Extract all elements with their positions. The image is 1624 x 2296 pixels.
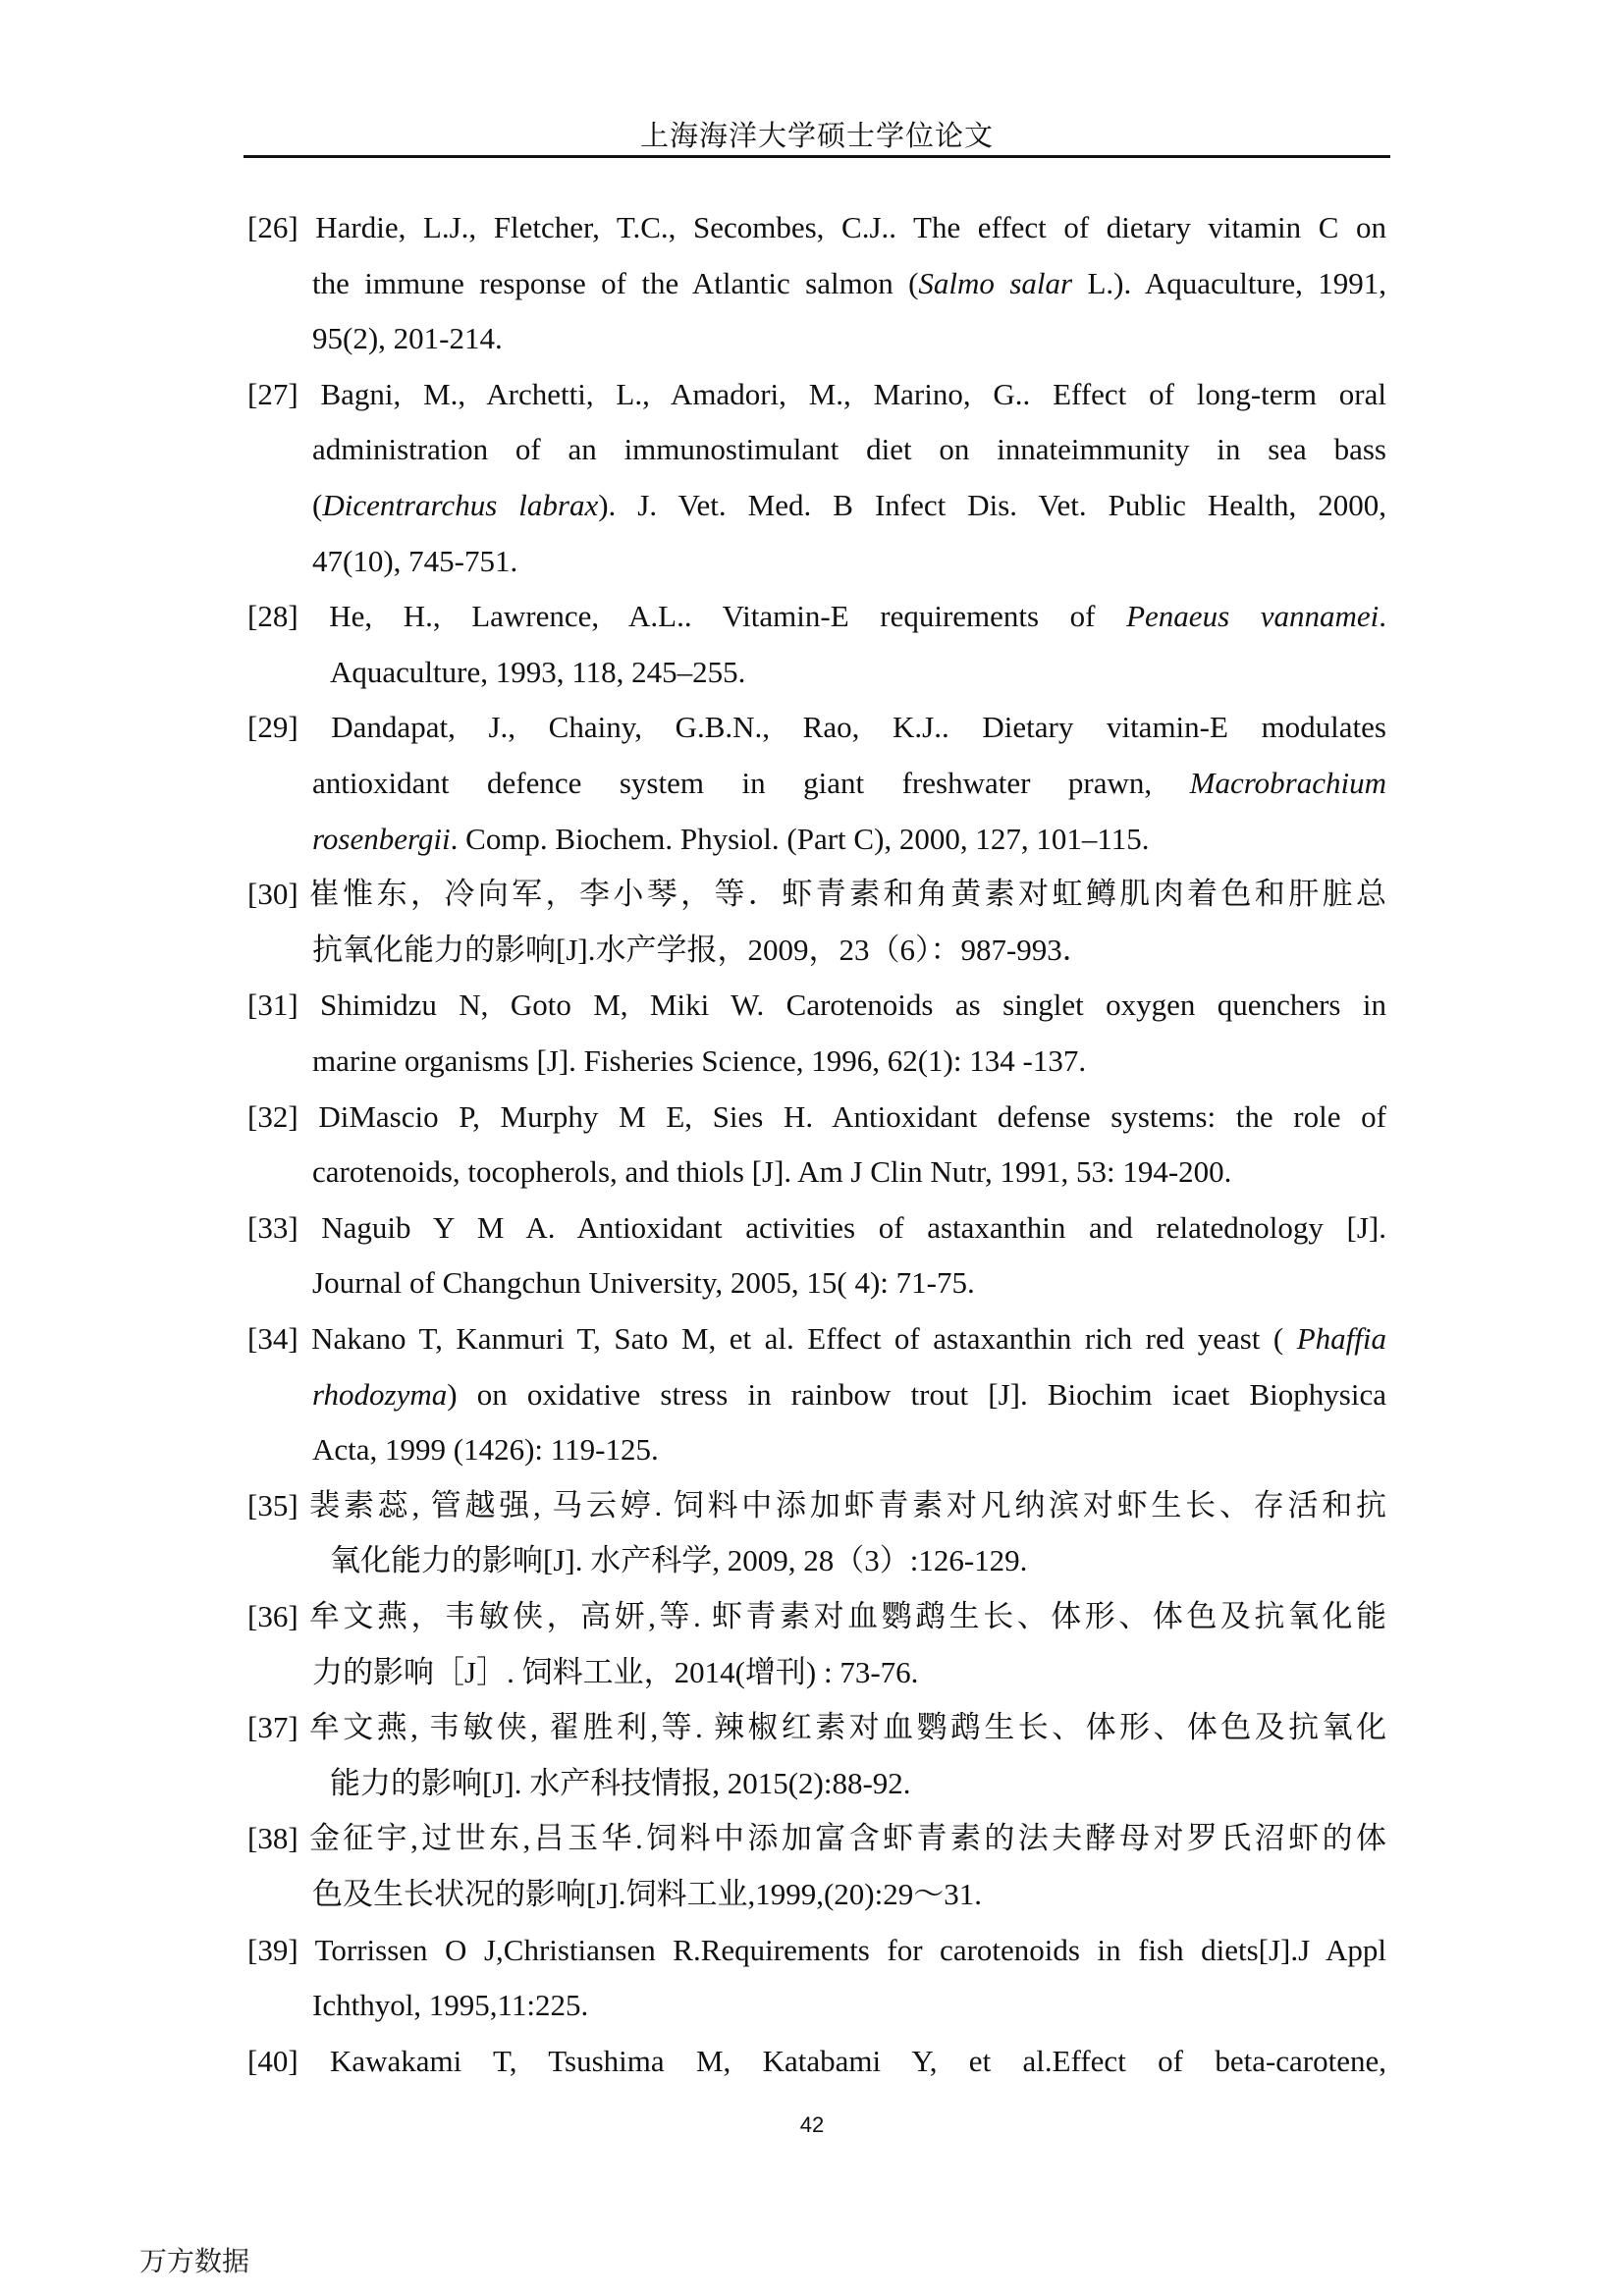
reference-text: [37] 牟文燕, 韦敏侠, 翟胜利,等. 辣椒红素对血鹦鹉生长、体形、体色及抗氧化: [247, 1710, 1386, 1745]
reference-text: [29] Dandapat, J., Chainy, G.B.N., Rao, K.J.. Dietary vitamin-E modulates: [247, 710, 1386, 745]
reference-text: [32] DiMascio P, Murphy M E, Sies H. Antioxidant defense systems: the role of: [247, 1098, 1386, 1134]
reference-text: marine organisms [J]. Fisheries Science, 1996, 62(1): 134 -137.: [312, 1043, 1087, 1078]
species-name-italic: Macrobrachium: [1189, 766, 1386, 800]
reference-text: 能力的影响[J]. 水产科技情报, 2015(2):88-92.: [330, 1765, 911, 1800]
reference-text: . Comp. Biochem. Physiol. (Part C), 2000, 127, 101–115.: [450, 821, 1150, 856]
reference-text: 抗氧化能力的影响[J].水产学报，2009，23（6）：987-993．: [312, 932, 1093, 967]
reference-line: [247, 367, 1386, 422]
reference-line: [330, 645, 1386, 700]
reference-line: [247, 2034, 1386, 2089]
reference-line: [247, 700, 1386, 755]
reference-text: (: [312, 488, 323, 522]
reference-line: [312, 812, 1386, 867]
reference-line: [247, 1589, 1386, 1644]
reference-text: [30] 崔惟东，冷向军，李小琴，等．虾青素和角黄素对虹鳟肌肉着色和肝脏总: [247, 877, 1386, 912]
reference-line: [312, 1034, 1386, 1089]
reference-line: [312, 1645, 1386, 1700]
reference-text: 氧化能力的影响[J]. 水产科学, 2009, 28（3）:126-129.: [330, 1543, 1028, 1578]
reference-line: [312, 923, 1386, 978]
reference-text: Acta, 1999 (1426): 119-125.: [312, 1432, 659, 1468]
reference-text: ). J. Vet. Med. B Infect Dis. Vet. Public Health, 2000,: [598, 488, 1386, 522]
reference-text: [35] 裴素蕊, 管越强, 马云婷. 饲料中添加虾青素对凡纳滨对虾生长、存活和抗: [247, 1487, 1386, 1522]
reference-line: [330, 1756, 1386, 1811]
reference-line: [247, 1923, 1386, 1978]
species-name-italic: Dicentrarchus labrax: [322, 488, 599, 522]
reference-text: carotenoids, tocopherols, and thiols [J]. Am J Clin Nutr, 1991, 53: 194-200.: [312, 1154, 1232, 1190]
reference-line: [330, 1533, 1386, 1588]
reference-line: [312, 756, 1386, 811]
header-rule: [244, 155, 1390, 158]
reference-text: [36] 牟文燕，韦敏侠，高妍,等. 虾青素对血鹦鹉生长、体形、体色及抗氧化能: [247, 1599, 1386, 1633]
reference-text: L.). Aquaculture, 1991,: [1072, 265, 1387, 300]
reference-text: 力的影响［J］. 饲料工业，2014(增刊) : 73-76.: [312, 1654, 919, 1689]
reference-text: [40] Kawakami T, Tsushima M, Katabami Y, et al.Effect of beta-carotene,: [247, 2043, 1386, 2078]
reference-text: [38] 金征宇,过世东,吕玉华.饲料中添加富含虾青素的法夫酵母对罗氏沼虾的体: [247, 1821, 1386, 1856]
reference-text: [33] Naguib Y M A. Antioxidant activities of astaxanthin and relatednology [J].: [247, 1209, 1386, 1245]
reference-text: [27] Bagni, M., Archetti, L., Amadori, M., Marino, G.. Effect of long-term oral: [247, 376, 1386, 411]
reference-line: [312, 1867, 1386, 1922]
reference-text: 47(10), 745-751.: [312, 543, 518, 578]
reference-text: [28] He, H., Lawrence, A.L.. Vitamin-E requirements of: [247, 599, 1127, 634]
reference-line: [312, 534, 1386, 589]
reference-text: [31] Shimidzu N, Goto M, Miki W. Carotenoids as singlet oxygen quenchers in: [247, 988, 1386, 1023]
reference-line: [312, 1145, 1386, 1200]
reference-text: [39] Torrissen O J,Christiansen R.Requirements for carotenoids in fish diets[J].J Appl: [247, 1932, 1386, 1967]
reference-text: [26] Hardie, L.J., Fletcher, T.C., Secombes, C.J.. The effect of dietary vitamin C on: [247, 210, 1386, 244]
reference-line: [312, 1367, 1386, 1422]
reference-line: [247, 978, 1386, 1033]
reference-line: [247, 1090, 1386, 1145]
reference-text: [34] Nakano T, Kanmuri T, Sato M, et al. Effect of astaxanthin rich red yeast (: [247, 1321, 1297, 1356]
running-header-title: 上海海洋大学硕士学位论文: [639, 121, 994, 152]
reference-line: [247, 1811, 1386, 1866]
reference-line: [247, 1700, 1386, 1755]
page-number: 42: [799, 2112, 825, 2137]
species-name-italic: Salmo salar: [918, 265, 1073, 300]
species-name-italic: Penaeus vannamei: [1126, 599, 1380, 634]
reference-text: Ichthyol, 1995,11:225.: [312, 1988, 589, 2023]
reference-line: [312, 478, 1386, 533]
reference-text: administration of an immunostimulant diet on innateimmunity in sea bass: [312, 432, 1386, 467]
reference-line: [247, 1478, 1386, 1533]
reference-line: [247, 1311, 1386, 1366]
reference-line: [247, 200, 1386, 255]
reference-text: Aquaculture, 1993, 118, 245–255.: [330, 654, 746, 689]
reference-text: .: [1379, 599, 1386, 634]
species-name-italic: rhodozyma: [312, 1376, 448, 1412]
reference-text: antioxidant defence system in giant freshwater prawn,: [312, 766, 1190, 800]
reference-line: [312, 1255, 1386, 1310]
species-name-italic: Phaffia: [1296, 1321, 1386, 1356]
reference-text: ) on oxidative stress in rainbow trout [J]. Biochim icaet Biophysica: [447, 1376, 1386, 1412]
reference-text: 色及生长状况的影响[J].饲料工业,1999,(20):29～31.: [312, 1877, 982, 1911]
reference-line: [312, 422, 1386, 477]
species-name-italic: rosenbergii: [312, 821, 451, 856]
reference-line: [247, 589, 1386, 644]
reference-text: 95(2), 201-214.: [312, 321, 503, 356]
reference-line: [312, 311, 1386, 366]
reference-line: [312, 1422, 1386, 1477]
reference-line: [247, 1201, 1386, 1255]
reference-line: [247, 867, 1386, 922]
reference-line: [312, 1978, 1386, 2033]
watermark: 万方数据: [139, 2247, 250, 2277]
reference-line: [312, 256, 1386, 311]
reference-text: the immune response of the Atlantic salmon (: [312, 265, 919, 300]
reference-text: Journal of Changchun University, 2005, 15( 4): 71-75.: [312, 1265, 975, 1301]
